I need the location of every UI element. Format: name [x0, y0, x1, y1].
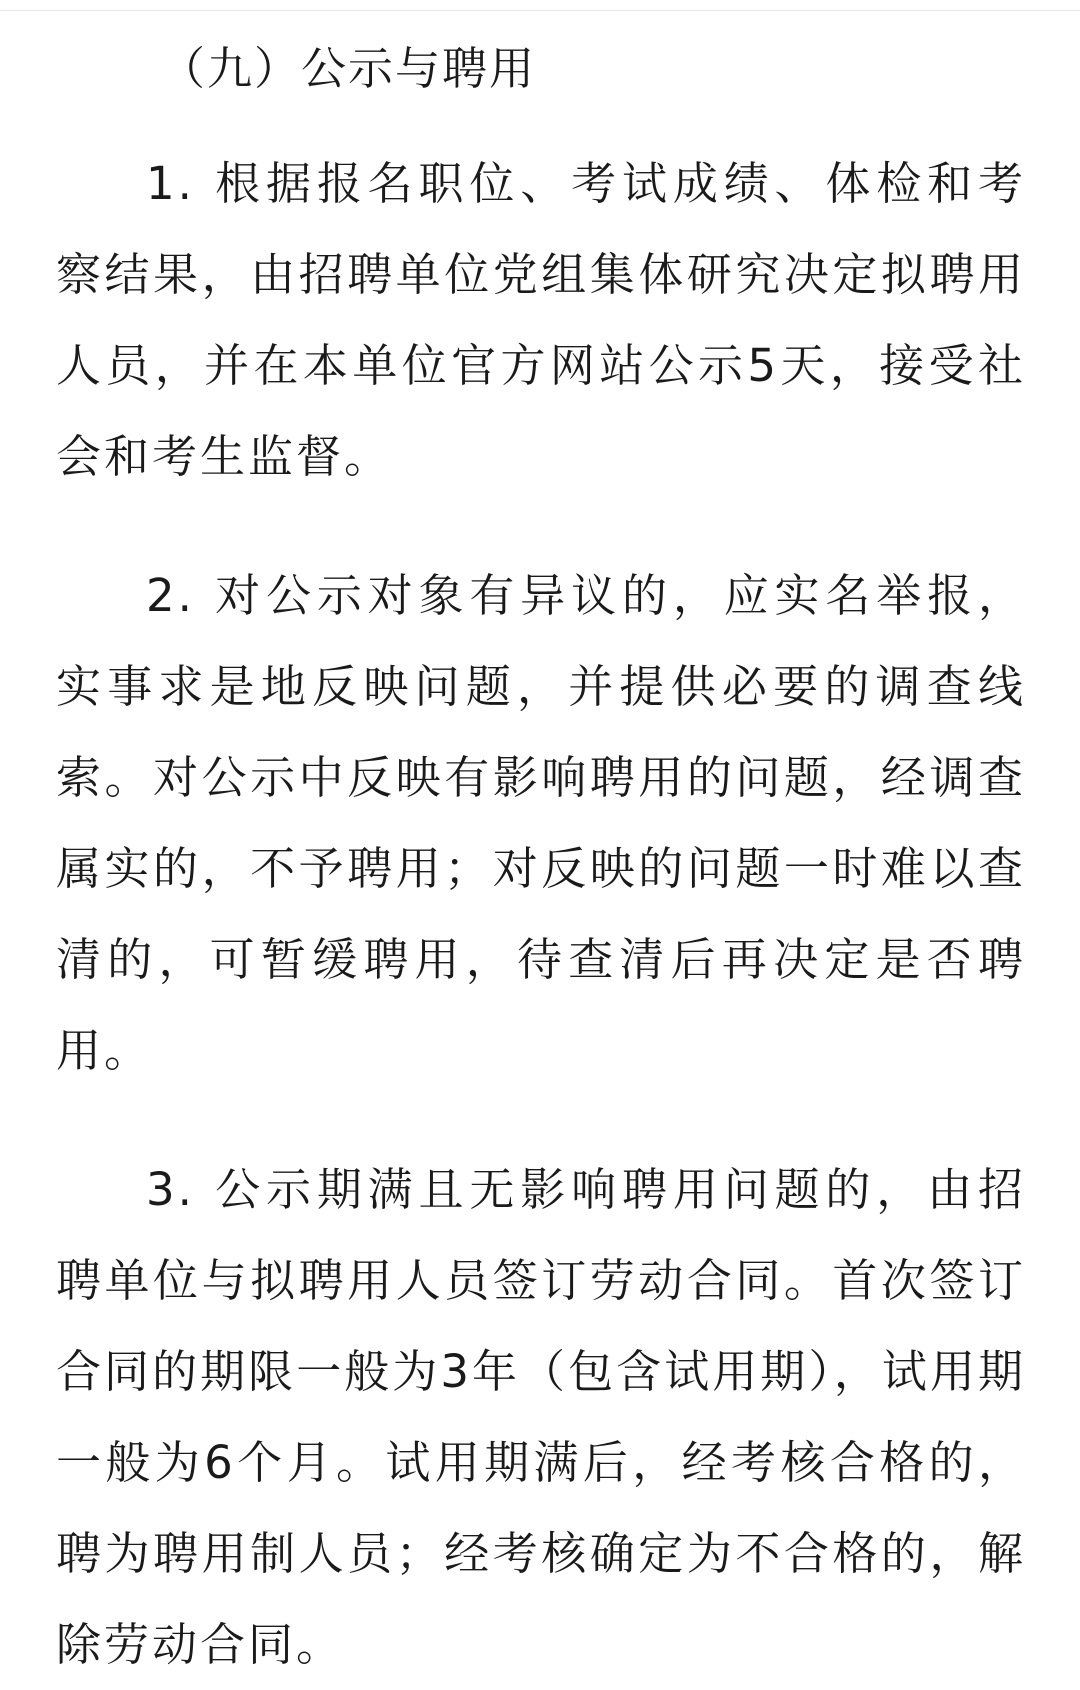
paragraph-2: 2. 对公示对象有异议的，应实名举报，实事求是地反映问题，并提供必要的调查线索。对公示中反映有影响聘用的问题，经调查属实的，不予聘用；对反映的问题一时难以查清的，可暂缓聘用，待查清后再决定是否聘用。	[56, 569, 1026, 1077]
paragraph-3: 3. 公示期满且无影响聘用问题的，由招聘单位与拟聘用人员签订劳动合同。首次签订合同的期限一般为3年（包含试用期），试用期一般为6个月。试用期满后，经考核合格的，聘为聘用制人员；经考核确定为不合格的，解除劳动合同。	[56, 1163, 1026, 1671]
paragraph-1: 1. 根据报名职位、考试成绩、体检和考察结果，由招聘单位党组集体研究决定拟聘用人员，并在本单位官方网站公示5天，接受社会和考生监督。	[56, 157, 1026, 483]
top-divider	[0, 0, 1080, 11]
section-heading: （九）公示与聘用	[160, 42, 537, 95]
article-body	[56, 38, 1026, 1690]
